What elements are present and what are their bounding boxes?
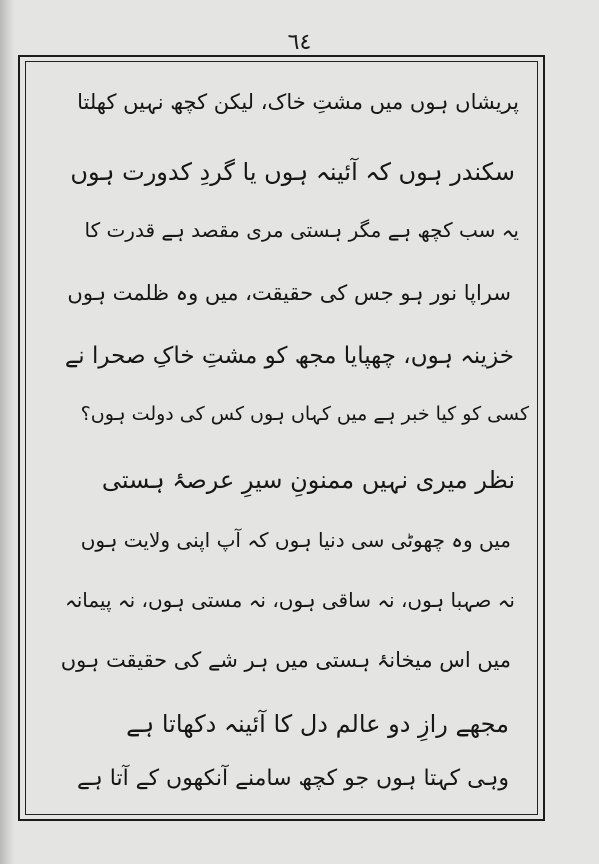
verse-line-4: سراپا نور ہو جس کی حقیقت، میں وہ ظلمت ہوں xyxy=(67,281,511,305)
page-number: ٦٤ xyxy=(287,30,312,55)
verse-line-10: میں اس میخانۂ ہستی میں ہر شے کی حقیقت ہوں xyxy=(60,648,511,672)
verse-line-1: پریشاں ہوں میں مشتِ خاک، لیکن کچھ نہیں کھلتا xyxy=(77,90,519,114)
verse-line-9: نہ صہبا ہوں، نہ ساقی ہوں، نہ مستی ہوں، نہ پیمانہ xyxy=(64,588,515,612)
verse-line-3: یہ سب کچھ ہے مگر ہستی مری مقصد ہے قدرت کا xyxy=(84,218,519,242)
page-edge-shadow xyxy=(0,0,14,864)
verse-line-5: خزینہ ہوں، چھپایا مجھ کو مشتِ خاکِ صحرا نے xyxy=(64,343,514,369)
verse-line-11: مجھے رازِ دو عالم دل کا آئینہ دکھاتا ہے xyxy=(126,710,509,738)
verse-line-12: وہی کہتا ہوں جو کچھ سامنے آنکھوں کے آتا ہے xyxy=(76,766,509,791)
verse-line-7: نظر میری نہیں ممنونِ سیرِ عرصۂ ہستی xyxy=(101,466,515,494)
verse-line-6: کسی کو کیا خبر ہے میں کہاں ہوں کس کی دولت ہوں؟ xyxy=(80,403,529,425)
verse-line-2: سکندر ہوں کہ آئینہ ہوں یا گردِ کدورت ہوں xyxy=(70,158,515,186)
verse-line-8: میں وہ چھوٹی سی دنیا ہوں کہ آپ اپنی ولایت ہوں xyxy=(80,528,511,552)
